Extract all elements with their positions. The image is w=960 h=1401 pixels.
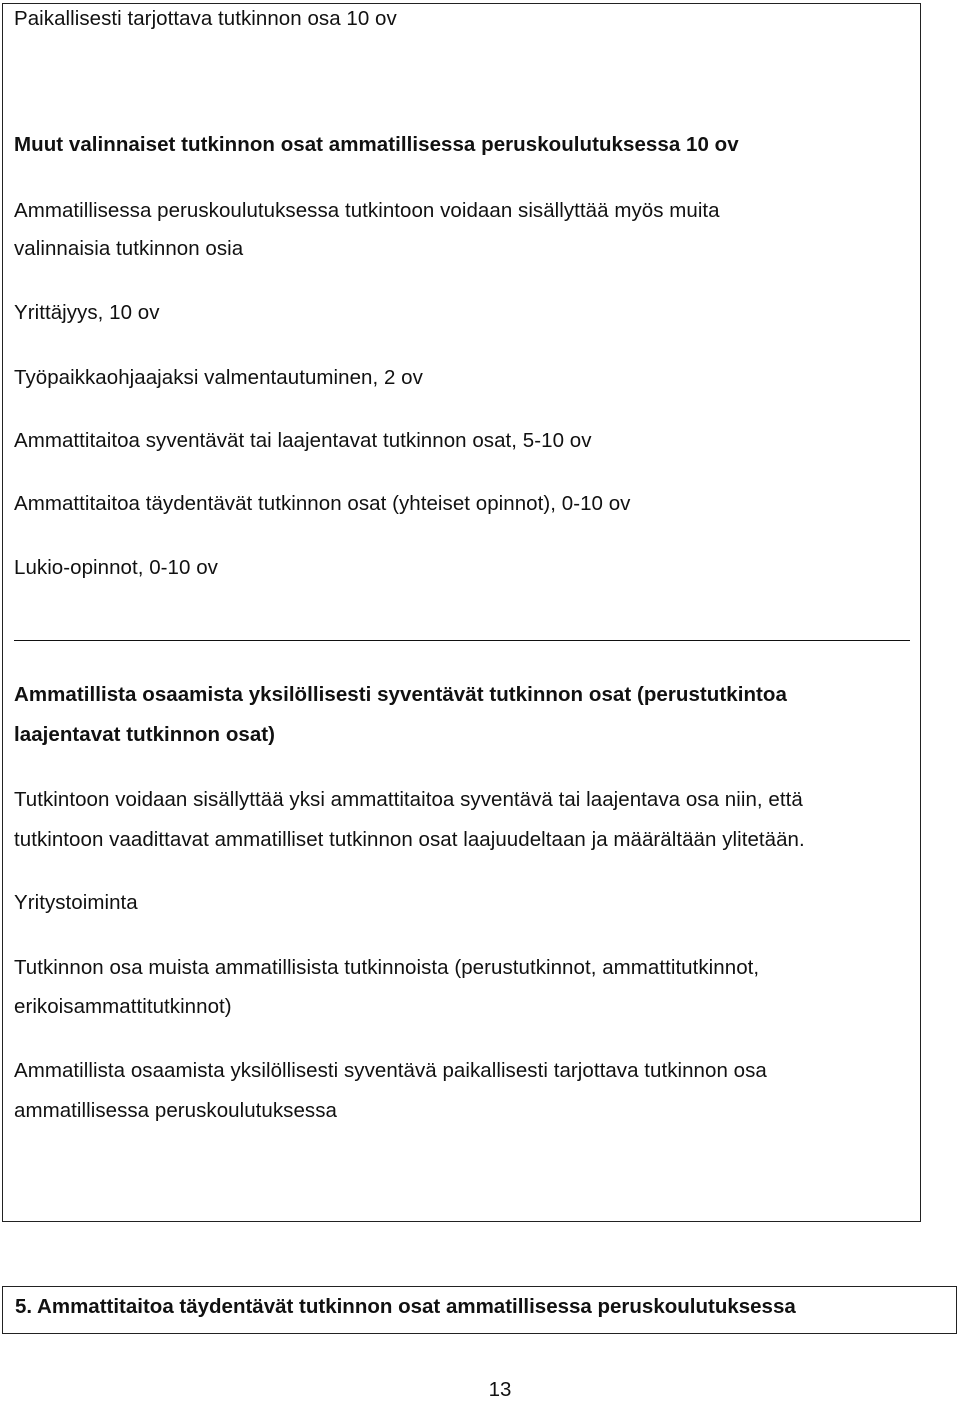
paragraph-line-1: Tutkintoon voidaan sisällyttää yksi ammattitaitoa syventävä tai laajentava osa niin, että — [14, 788, 803, 811]
page-number: 13 — [488, 1378, 512, 1401]
option-local-module-line-1: Ammatillista osaamista yksilöllisesti syventävä paikallisesti tarjottava tutkinnon osa — [14, 1059, 767, 1082]
individual-deepening-heading-line-2: laajentavat tutkinnon osat) — [14, 723, 276, 746]
separator-line — [14, 640, 910, 641]
content-box — [2, 3, 921, 1222]
paragraph-line-2: tutkintoon vaadittavat ammatilliset tutkinnon osat laajuudeltaan ja määrältään ylitetään. — [14, 828, 805, 851]
intro-line-2: valinnaisia tutkinnon osia — [14, 237, 244, 260]
option-local-module-line-2: ammatillisessa peruskoulutuksessa — [14, 1099, 337, 1122]
option-other-qualifications-line-2: erikoisammattitutkinnot) — [14, 995, 232, 1018]
individual-deepening-heading-line-1: Ammatillista osaamista yksilöllisesti syventävät tutkinnon osat (perustutkintoa — [14, 683, 787, 706]
option-business: Yritystoiminta — [14, 891, 138, 914]
list-item-upper-secondary: Lukio-opinnot, 0-10 ov — [14, 556, 218, 579]
local-module-line: Paikallisesti tarjottava tutkinnon osa 10 ov — [14, 7, 397, 30]
optional-modules-heading: Muut valinnaiset tutkinnon osat ammatillisessa peruskoulutuksessa 10 ov — [14, 133, 739, 156]
list-item-entrepreneurship: Yrittäjyys, 10 ov — [14, 301, 160, 324]
intro-line-1: Ammatillisessa peruskoulutuksessa tutkintoon voidaan sisällyttää myös muita — [14, 199, 720, 222]
list-item-complementary-modules: Ammattitaitoa täydentävät tutkinnon osat (yhteiset opinnot), 0-10 ov — [14, 492, 631, 515]
option-other-qualifications-line-1: Tutkinnon osa muista ammatillisista tutkinnoista (perustutkinnot, ammattitutkinnot, — [14, 956, 760, 979]
list-item-workplace-instructor: Työpaikkaohjaajaksi valmentautuminen, 2 ov — [14, 366, 423, 389]
list-item-deepening-modules: Ammattitaitoa syventävät tai laajentavat tutkinnon osat, 5-10 ov — [14, 429, 592, 452]
section-heading: 5. Ammattitaitoa täydentävät tutkinnon osat ammatillisessa peruskoulutuksessa — [15, 1295, 796, 1318]
section-heading-box — [2, 1286, 957, 1334]
